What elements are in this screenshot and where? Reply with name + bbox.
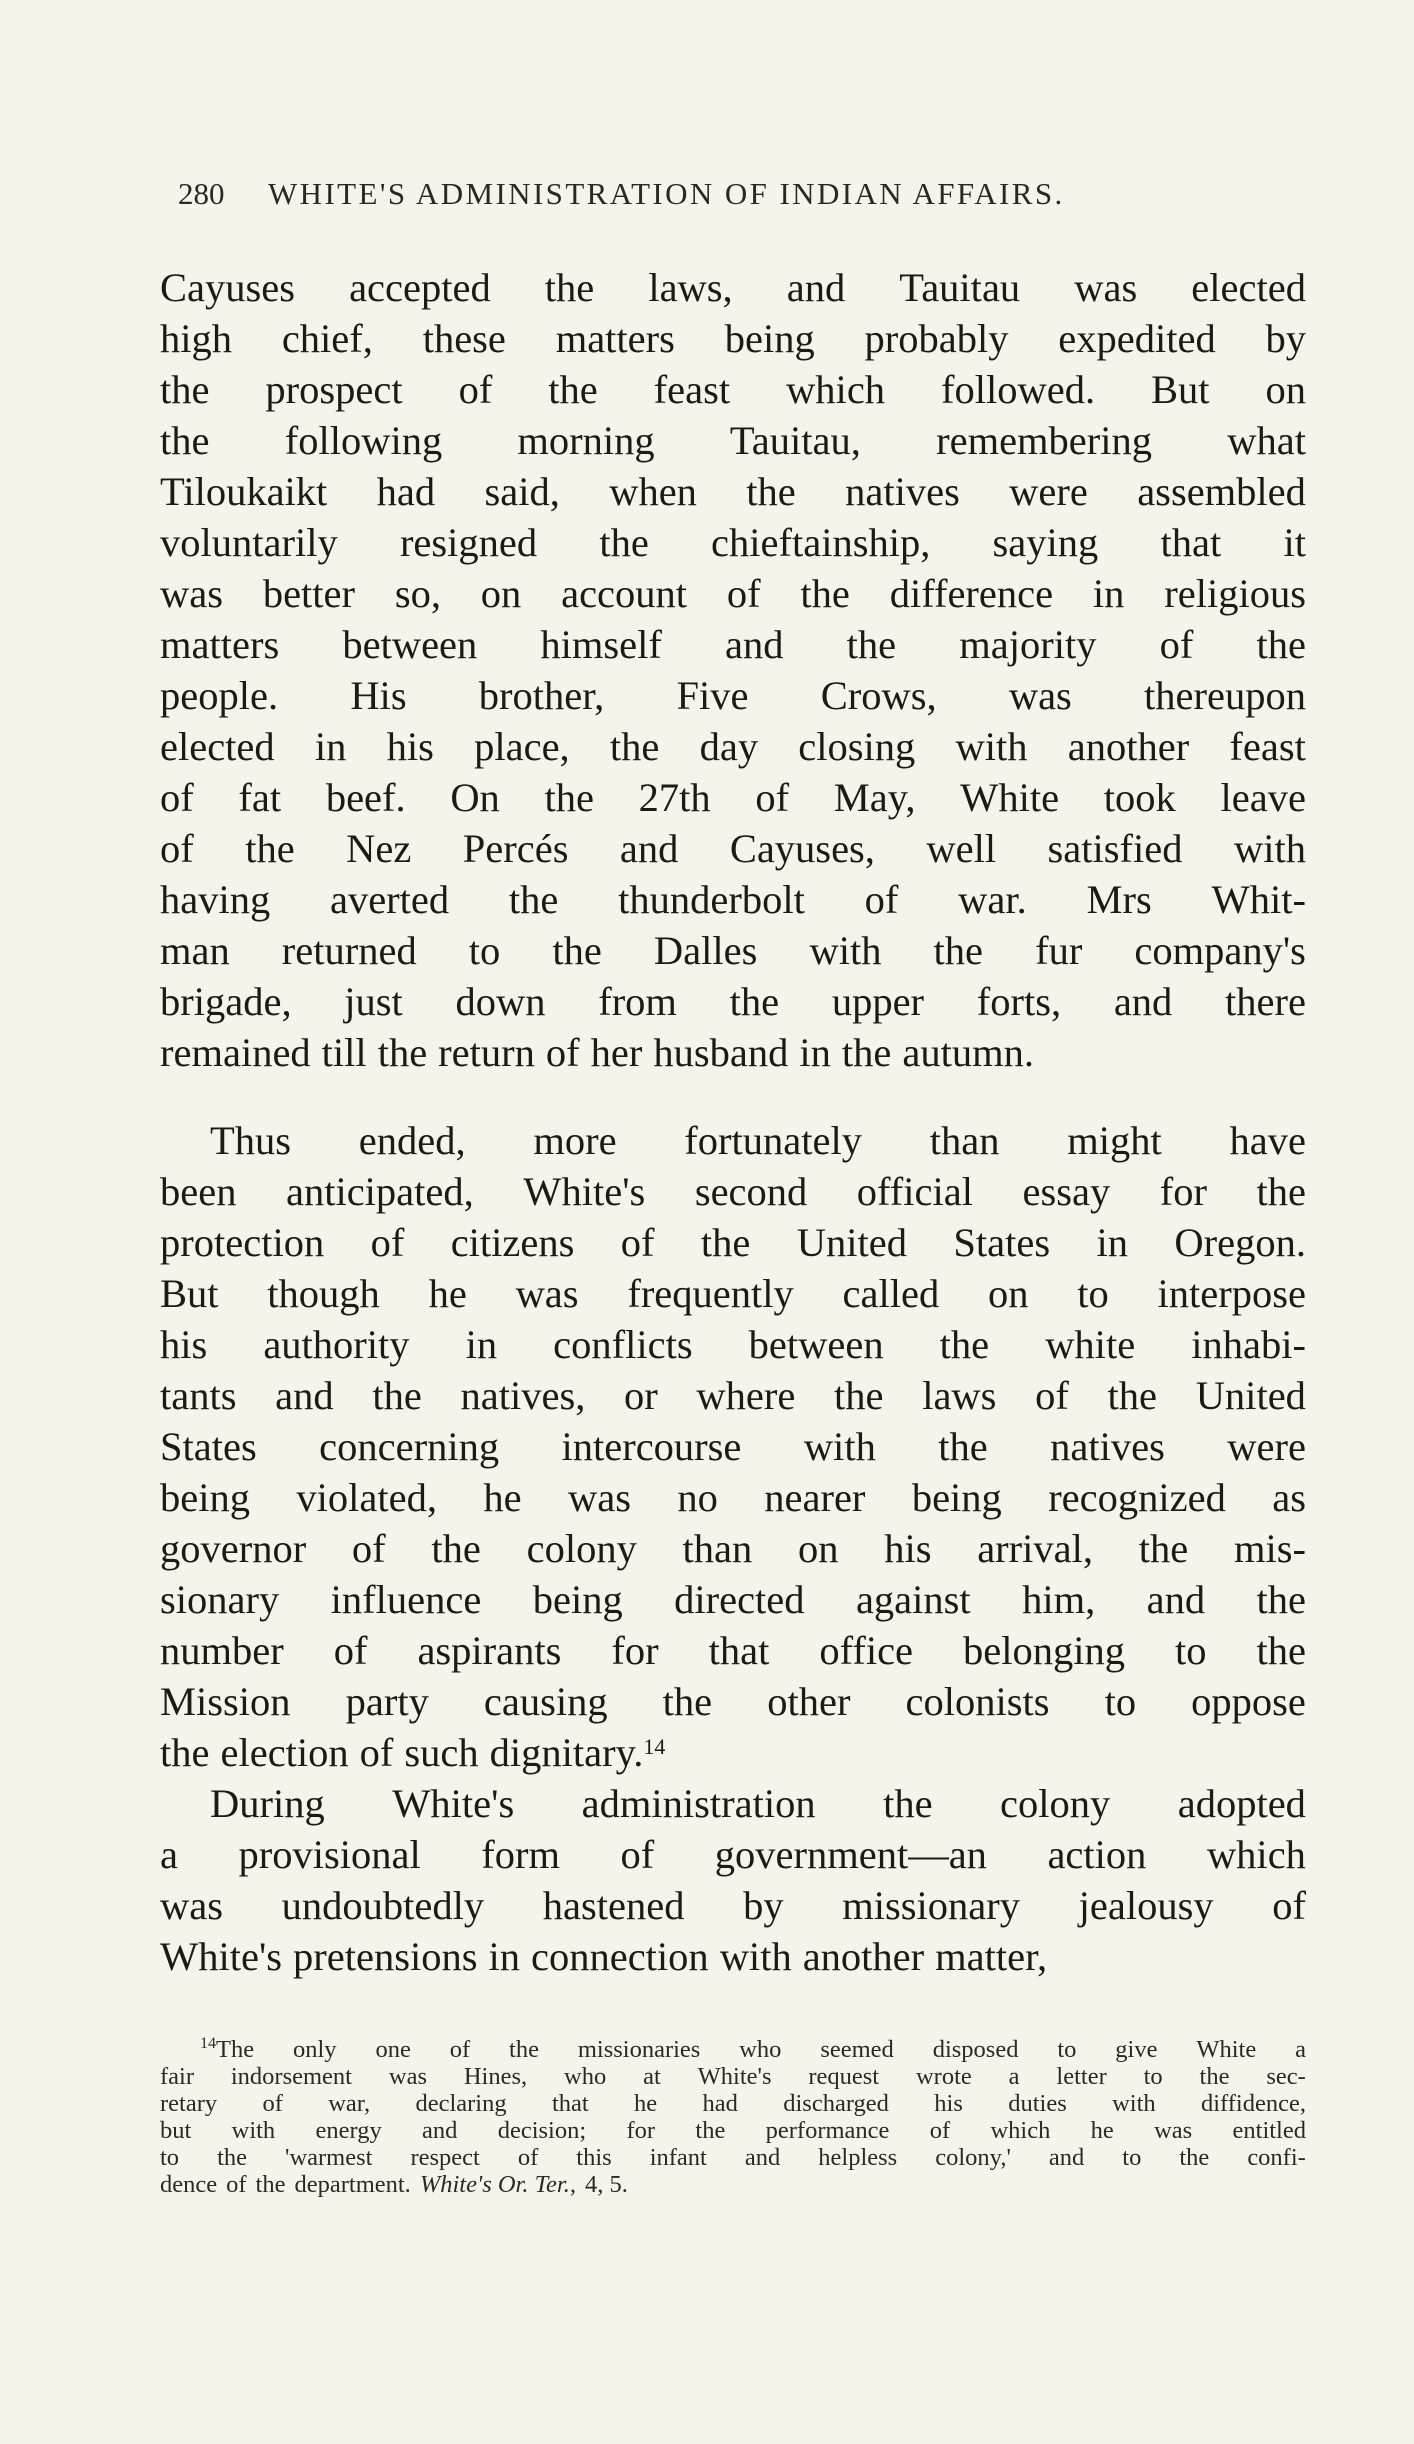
text-line: a provisional form of government—an action which <box>160 1832 1306 1877</box>
text-line: voluntarily resigned the chieftainship, saying that it <box>160 520 1306 565</box>
text-line: of fat beef. On the 27th of May, White took leave <box>160 775 1306 820</box>
text-line: his authority in conflicts between the white inhabi- <box>160 1322 1306 1367</box>
running-title: WHITE'S ADMINISTRATION OF INDIAN AFFAIRS. <box>268 176 1065 211</box>
text-line: But though he was frequently called on to interpose <box>160 1271 1306 1316</box>
text-line: protection of citizens of the United States in Oregon. <box>160 1220 1306 1265</box>
paragraph-spacer <box>160 1078 1306 1115</box>
footnote-number: 14 <box>200 2035 216 2052</box>
text-line: remained till the return of her husband in the autumn. <box>160 1030 1034 1075</box>
paragraph-3 <box>160 1778 1306 1982</box>
text-line: being violated, he was no nearer being recognized as <box>160 1475 1306 1520</box>
footnote-line: retary of war, declaring that he had discharged his duties with diffidence, <box>160 2090 1306 2117</box>
text-line: matters between himself and the majority of the <box>160 622 1306 667</box>
footnote-line: fair indorsement was Hines, who at White's request wrote a letter to the sec- <box>160 2063 1306 2090</box>
text-line: States concerning intercourse with the natives were <box>160 1424 1306 1469</box>
footnote-line: to the 'warmest respect of this infant and helpless colony,' and to the confi- <box>160 2144 1306 2171</box>
paragraph-2 <box>160 1115 1306 1778</box>
text-line: tants and the natives, or where the laws of the United <box>160 1373 1306 1418</box>
text-line: sionary influence being directed against him, and the <box>160 1577 1306 1622</box>
text-line: Mission party causing the other colonists to oppose <box>160 1679 1306 1724</box>
footnote-14 <box>160 2036 1306 2198</box>
text-line: the election of such dignitary.$^{14}$ <box>160 1730 666 1775</box>
text-line: White's pretensions in connection with another matter, <box>160 1934 1048 1979</box>
text-line: governor of the colony than on his arrival, the mis- <box>160 1526 1306 1571</box>
paragraph-1 <box>160 262 1306 1078</box>
footnote-line: $^{14}$The only one of the missionaries who seemed disposed to give White a <box>200 2035 1306 2063</box>
text-line: brigade, just down from the upper forts, and there <box>160 979 1306 1024</box>
footnote-citation-title: White's Or. Ter., <box>419 2171 576 2198</box>
body-text <box>160 262 1306 1982</box>
page-number: 280 <box>178 176 225 211</box>
text-line: elected in his place, the day closing with another feast <box>160 724 1306 769</box>
text-line: man returned to the Dalles with the fur company's <box>160 928 1306 973</box>
text-line: number of aspirants for that office belonging to the <box>160 1628 1306 1673</box>
text-line: was better so, on account of the difference in religious <box>160 571 1306 616</box>
text-line: been anticipated, White's second official essay for the <box>160 1169 1306 1214</box>
footnote-citation-pages: 4, 5. <box>584 2171 628 2198</box>
text-line: Cayuses accepted the laws, and Tauitau was elected <box>160 265 1306 310</box>
text-line: the prospect of the feast which followed. But on <box>160 367 1306 412</box>
text-line: Tiloukaikt had said, when the natives were assembled <box>160 469 1306 514</box>
text-line: of the Nez Percés and Cayuses, well satisfied with <box>160 826 1306 871</box>
text-line: having averted the thunderbolt of war. Mrs Whit- <box>160 877 1306 922</box>
text-line: people. His brother, Five Crows, was thereupon <box>160 673 1306 718</box>
text-line: was undoubtedly hastened by missionary jealousy of <box>160 1883 1306 1928</box>
text-line: Thus ended, more fortunately than might have <box>210 1118 1306 1163</box>
footnote-line: dence of the department. White's Or. Ter., 4, 5. <box>160 2171 628 2198</box>
text-line: During White's administration the colony adopted <box>210 1781 1306 1826</box>
text-line: the following morning Tauitau, remembering what <box>160 418 1306 463</box>
text-line: high chief, these matters being probably expedited by <box>160 316 1306 361</box>
footnote-reference-14: 14 <box>643 1734 666 1759</box>
footnote-line: but with energy and decision; for the performance of which he was entitled <box>160 2117 1306 2144</box>
running-head <box>178 176 1218 212</box>
